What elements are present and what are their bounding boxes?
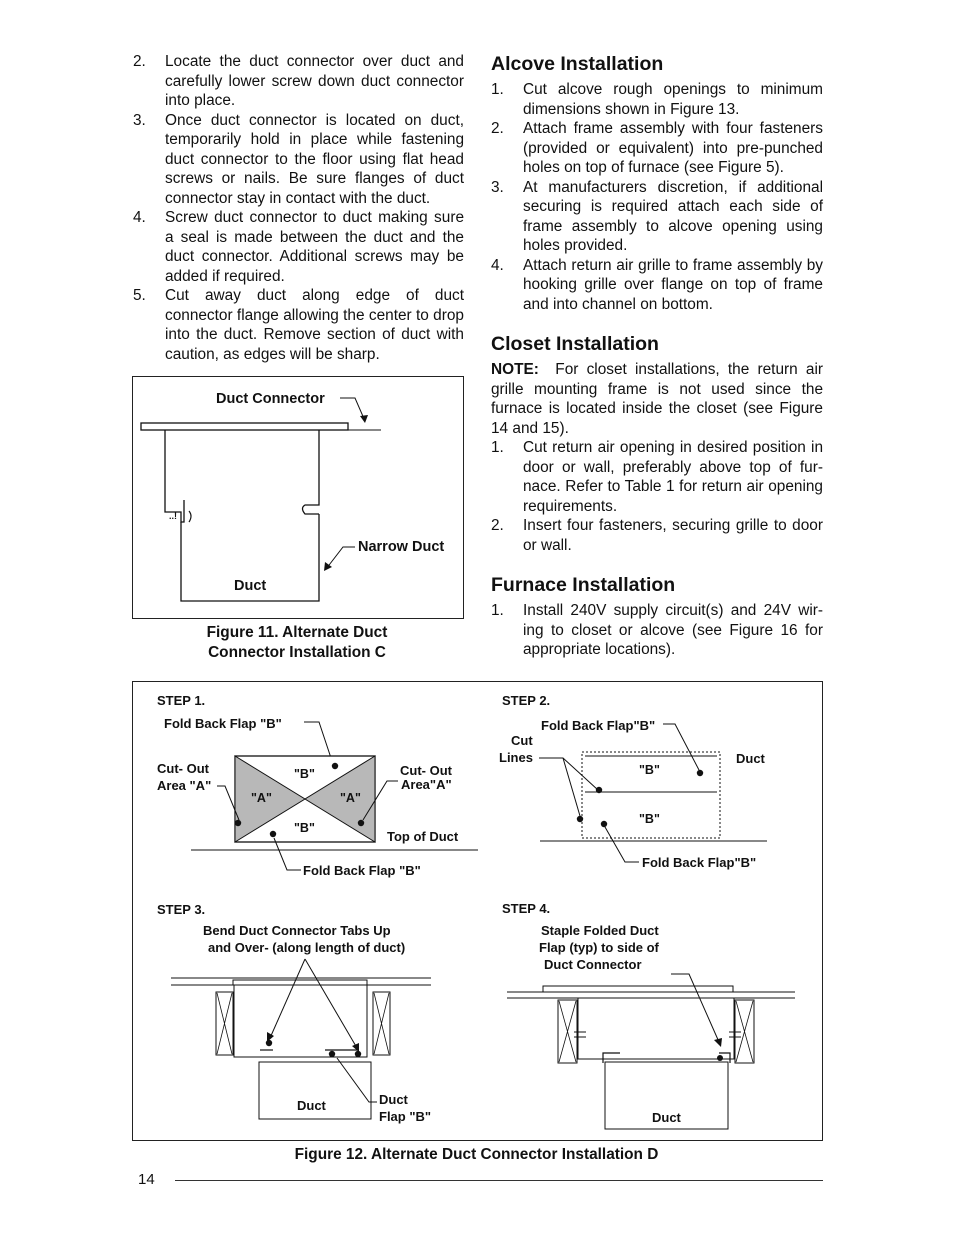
connector-flange [141, 423, 348, 430]
step2-cut-leader-1 [539, 758, 598, 790]
closet-heading: Closet Installation [491, 333, 659, 355]
step2-title: STEP 2. [502, 693, 551, 708]
step1-fold-bottom: Fold Back Flap "B" [303, 863, 421, 878]
alcove-step-item-text: At manufacturers discretion, if additional securing is required attach each side of frame assembly to alcove opening using holes provided. [523, 178, 823, 254]
step2-duct: Duct [736, 751, 765, 766]
connector-body [165, 430, 184, 522]
figure-11-box [132, 376, 464, 619]
alcove-steps-list [491, 80, 823, 314]
step3-line2: and Over- (along length of duct) [208, 940, 406, 955]
alcove-step-item-text: Attach return air grille to frame assembly by hooking grille over flange on top of frame and into channel on bottom. [523, 256, 823, 313]
closet-step-item-text: Insert four fasteners, securing grille to door or wall. [523, 517, 823, 554]
left-step-item [133, 208, 464, 286]
step3-leader-right [305, 959, 357, 1048]
alcove-step-item-number: 3. [491, 178, 504, 196]
step1-top-of-duct: Top of Duct [387, 829, 459, 844]
step2-cut-leader-2 [563, 758, 580, 816]
label-duct-connector: Duct Connector [216, 391, 325, 407]
step1-fold-bottom-leader [274, 838, 301, 870]
page-number: 14 [138, 1171, 155, 1188]
step2-group [499, 693, 767, 870]
label-narrow-duct: Narrow Duct [358, 539, 445, 555]
alcove-step-item-number: 4. [491, 256, 504, 274]
step3-flap-1: Duct [379, 1092, 408, 1107]
left-step-item-text: Locate the duct connector over duct and carefully lower screw down duct connector into place. [165, 53, 464, 109]
step1-cut-right-1: Cut- Out [400, 763, 452, 778]
step4-line2: Flap (typ) to side of [539, 940, 659, 955]
closet-step-item [491, 438, 823, 516]
step2-dot-mid [596, 787, 602, 793]
step4-arrowhead [714, 1038, 722, 1047]
step3-dot-flap [329, 1051, 335, 1057]
connector-right [303, 430, 320, 514]
left-step-item [133, 111, 464, 209]
furnace-heading: Furnace Installation [491, 574, 676, 596]
right-column [491, 52, 823, 678]
left-step-item-text: Screw duct connector to duct making sure a seal is made between the duct and the duct connector. Additional screws may be added if required. [165, 209, 464, 285]
footer-rule [175, 1180, 823, 1181]
left-step-item-number: 4. [133, 209, 146, 226]
figure-11-caption-line1: Figure 11. Alternate Duct [206, 624, 388, 641]
step1-a-left: "A" [251, 791, 272, 805]
step3-dot-right [355, 1051, 361, 1057]
note-text: For closet installations, the return air grille mounting frame is not used since the furnace is located inside the closet (see Figure 14 and 15). [491, 361, 823, 437]
left-step-item-number: 2. [133, 53, 146, 70]
narrow-leader [326, 547, 355, 569]
step1-dot-left [235, 820, 241, 826]
left-step-item [133, 52, 464, 111]
connector-arrowhead [360, 415, 368, 423]
step2-b-top: "B" [639, 763, 660, 777]
closet-step-item-number: 2. [491, 517, 504, 534]
tab-curve [189, 511, 191, 522]
step3-flange [233, 980, 367, 985]
step3-duct: Duct [297, 1098, 326, 1113]
step3-dot-left [266, 1040, 272, 1046]
step3-group [157, 902, 431, 1124]
step1-title: STEP 1. [157, 693, 206, 708]
step4-line3: Duct Connector [544, 957, 642, 972]
step2-dot-top [697, 770, 703, 776]
closet-section [491, 332, 823, 555]
step1-cut-left-2: Area "A" [157, 778, 212, 793]
step4-duct: Duct [652, 1110, 681, 1125]
step2-fold-top-leader [663, 724, 699, 770]
left-column [133, 52, 464, 364]
alcove-step-item-text: Attach frame assembly with four fasteners (provided or equivalent) into pre-punched holes on top of furnace (see Figure 5). [523, 120, 823, 176]
step3-arrow-right [352, 1043, 359, 1052]
left-step-item-text: Once duct connector is located on duct, temporarily hold in place while fastening duct connector to the floor using flat head screws or nails. Be sure flanges of duct connector stay in contact with the duct. [165, 111, 464, 207]
step1-b-top: "B" [294, 767, 315, 781]
step1-b-bottom: "B" [294, 821, 315, 835]
alcove-step-item [491, 178, 823, 256]
step4-group [502, 901, 795, 1129]
step2-dot-left [577, 816, 583, 822]
step3-title: STEP 3. [157, 902, 206, 917]
step1-dot-right [358, 820, 364, 826]
figure-12-diagram [133, 682, 822, 1140]
left-step-item-number: 3. [133, 111, 146, 129]
step1-dot-bottom [270, 831, 276, 837]
furnace-steps-list [491, 601, 823, 660]
step2-fold-top: Fold Back Flap"B" [541, 718, 656, 733]
step1-fold-top: Fold Back Flap "B" [164, 716, 282, 731]
figure-11-caption [132, 623, 462, 662]
step3-connector-body [234, 985, 367, 1057]
step4-leader [671, 974, 719, 1042]
closet-steps-list [491, 438, 823, 555]
figure-12-box [132, 681, 823, 1141]
step1-group [157, 693, 478, 878]
furnace-section [491, 573, 823, 660]
step4-connector-body [578, 998, 734, 1059]
step1-cut-right-2: Area"A" [401, 777, 452, 792]
step4-staple [717, 1055, 723, 1061]
alcove-step-item-number: 1. [491, 81, 504, 98]
alcove-heading: Alcove Installation [491, 53, 664, 75]
left-step-item-text: Cut away duct along edge of duct connector flange allowing the center to drop into the duct. Remove section of duct with caution, as edges will be sharp. [165, 287, 464, 363]
tab-marker: ..! [169, 511, 177, 521]
step2-dot-bottom [601, 821, 607, 827]
figure-12-caption: Figure 12. Alternate Duct Connector Installation D [294, 1146, 659, 1163]
step2-b-bottom: "B" [639, 812, 660, 826]
alcove-step-item-number: 2. [491, 120, 504, 137]
step2-fold-bottom-leader [605, 827, 639, 862]
left-step-item [133, 286, 464, 364]
step3-line1: Bend Duct Connector Tabs Up [203, 923, 391, 938]
step3-flap-2: Flap "B" [379, 1109, 432, 1124]
alcove-step-item-text: Cut alcove rough openings to minimum dimensions shown in Figure 13. [523, 81, 823, 118]
alcove-step-item [491, 119, 823, 178]
left-step-item-number: 5. [133, 287, 146, 304]
left-steps-list [133, 52, 464, 364]
note-label: NOTE: [491, 361, 539, 378]
closet-step-item [491, 516, 823, 555]
step1-dot-top [332, 763, 338, 769]
step2-fold-bottom: Fold Back Flap"B" [642, 855, 757, 870]
furnace-step-item-text: Install 240V supply circuit(s) and 24V wir-ing to closet or alcove (see Figure 16 for appropriate locations). [523, 602, 823, 658]
figure-11-caption-line2: Connector Installation C [208, 643, 386, 661]
closet-step-item-text: Cut return air opening in desired position in door or wall, preferably above top of fur-nace. Refer to Table 1 for return air opening requirements. [523, 439, 823, 515]
step1-cut-left-1: Cut- Out [157, 761, 209, 776]
figure-11-diagram [133, 377, 463, 618]
step1-a-right: "A" [340, 791, 361, 805]
step2-cut-1: Cut [511, 733, 533, 748]
step3-leader-left [270, 959, 305, 1038]
closet-note [491, 360, 823, 438]
alcove-step-item [491, 256, 823, 315]
label-duct: Duct [234, 578, 267, 594]
furnace-step-item [491, 601, 823, 660]
step4-flange [543, 986, 733, 992]
step2-cut-2: Lines [499, 750, 533, 765]
step4-line1: Staple Folded Duct [541, 923, 659, 938]
furnace-step-item-number: 1. [491, 602, 504, 619]
step4-title: STEP 4. [502, 901, 551, 916]
closet-step-item-number: 1. [491, 439, 504, 456]
alcove-step-item [491, 80, 823, 119]
alcove-section [491, 52, 823, 314]
